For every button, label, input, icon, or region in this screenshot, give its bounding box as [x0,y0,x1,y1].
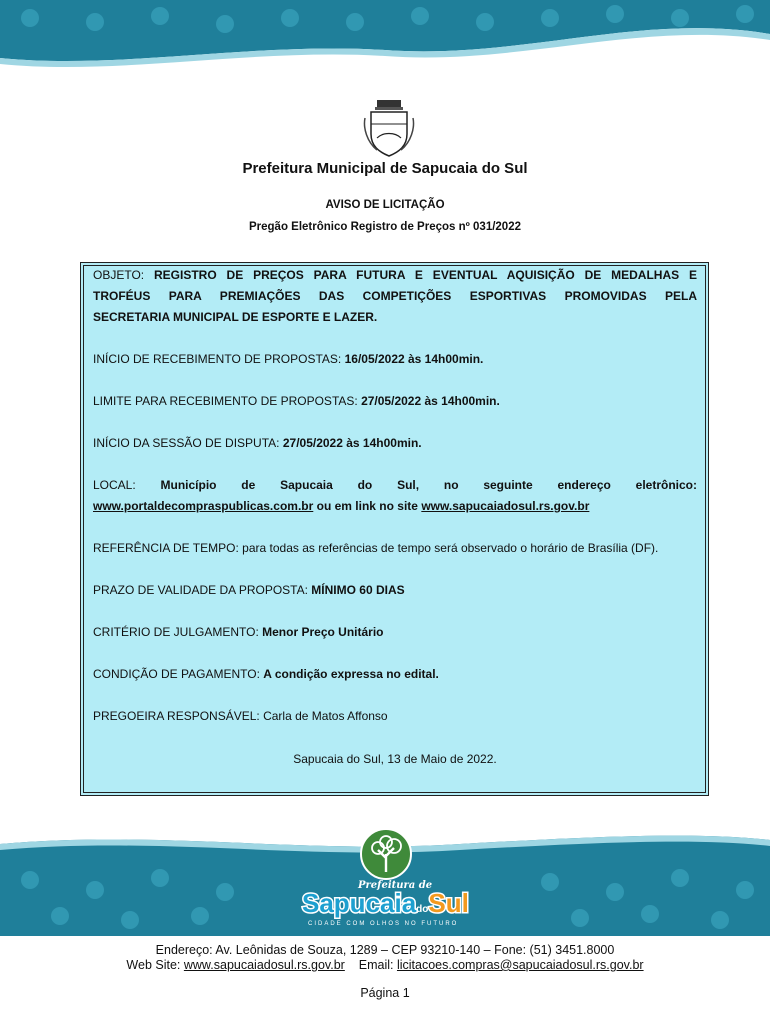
city-logo [296,828,476,934]
prazo-validade: PRAZO DE VALIDADE DA PROPOSTA: MÍNIMO 60 DIAS [93,583,405,597]
logo-prefix: Prefeitura de [358,880,433,891]
notice-box [80,262,709,796]
footer-web: Web Site: www.sapucaiadosul.rs.gov.br Email: licitacoes.compras@sapucaiadosul.rs.gov.br [126,958,644,972]
local-line-1: LOCAL: Município de Sapucaia do Sul, no seguinte endereço eletrônico: [93,478,697,492]
logo-name: SapucaiadoSul [302,888,469,918]
inicio-recebimento: INÍCIO DE RECEBIMENTO DE PROPOSTAS: 16/05/2022 às 14h00min. [93,352,484,366]
municipal-crest-icon [363,98,415,158]
date-line: Sapucaia do Sul, 13 de Maio de 2022. [293,752,497,766]
condicao-pagamento: CONDIÇÃO DE PAGAMENTO: A condição expressa no edital. [93,667,439,681]
objeto-line-2: TROFÉUS PARA PREMIAÇÕES DAS COMPETIÇÕES ESPORTIVAS PROMOVIDAS PELA [93,289,697,303]
referencia-tempo: REFERÊNCIA DE TEMPO: para todas as referências de tempo será observado o horário de Brasília (DF). [93,541,659,555]
tree-logo-icon [360,828,412,880]
footer-email-link[interactable]: licitacoes.compras@sapucaiadosul.rs.gov.br [396,958,644,972]
notice-title: AVISO DE LICITAÇÃO [325,199,445,211]
objeto-line-1: OBJETO: REGISTRO DE PREÇOS PARA FUTURA E EVENTUAL AQUISIÇÃO DE MEDALHAS E [93,268,697,282]
limite-recebimento: LIMITE PARA RECEBIMENTO DE PROPOSTAS: 27/05/2022 às 14h00min. [93,394,500,408]
local-line-2: www.portaldecompraspublicas.com.br ou em link no site www.sapucaiadosul.rs.gov.br [93,499,590,513]
footer-website-link[interactable]: www.sapucaiadosul.rs.gov.br [183,958,345,972]
footer-address: Endereço: Av. Leônidas de Souza, 1289 – CEP 93210-140 – Fone: (51) 3451.8000 [155,943,615,957]
inicio-sessao: INÍCIO DA SESSÃO DE DISPUTA: 27/05/2022 às 14h00min. [93,436,422,450]
pregoeira-responsavel: PREGOEIRA RESPONSÁVEL: Carla de Matos Affonso [93,709,388,723]
site-link[interactable]: www.sapucaiadosul.rs.gov.br [421,499,590,513]
logo-slogan: CIDADE COM OLHOS NO FUTURO [308,921,459,927]
top-decorative-banner [0,0,770,72]
portal-link[interactable]: www.portaldecompraspublicas.com.br [93,499,314,513]
page-number: Página 1 [360,986,410,1000]
page-title: Prefeitura Municipal de Sapucaia do Sul [242,160,528,177]
notice-subtitle: Pregão Eletrônico Registro de Preços nº 031/2022 [248,221,521,233]
objeto-line-3: SECRETARIA MUNICIPAL DE ESPORTE E LAZER. [93,310,378,324]
criterio-julgamento: CRITÉRIO DE JULGAMENTO: Menor Preço Unitário [93,625,384,639]
